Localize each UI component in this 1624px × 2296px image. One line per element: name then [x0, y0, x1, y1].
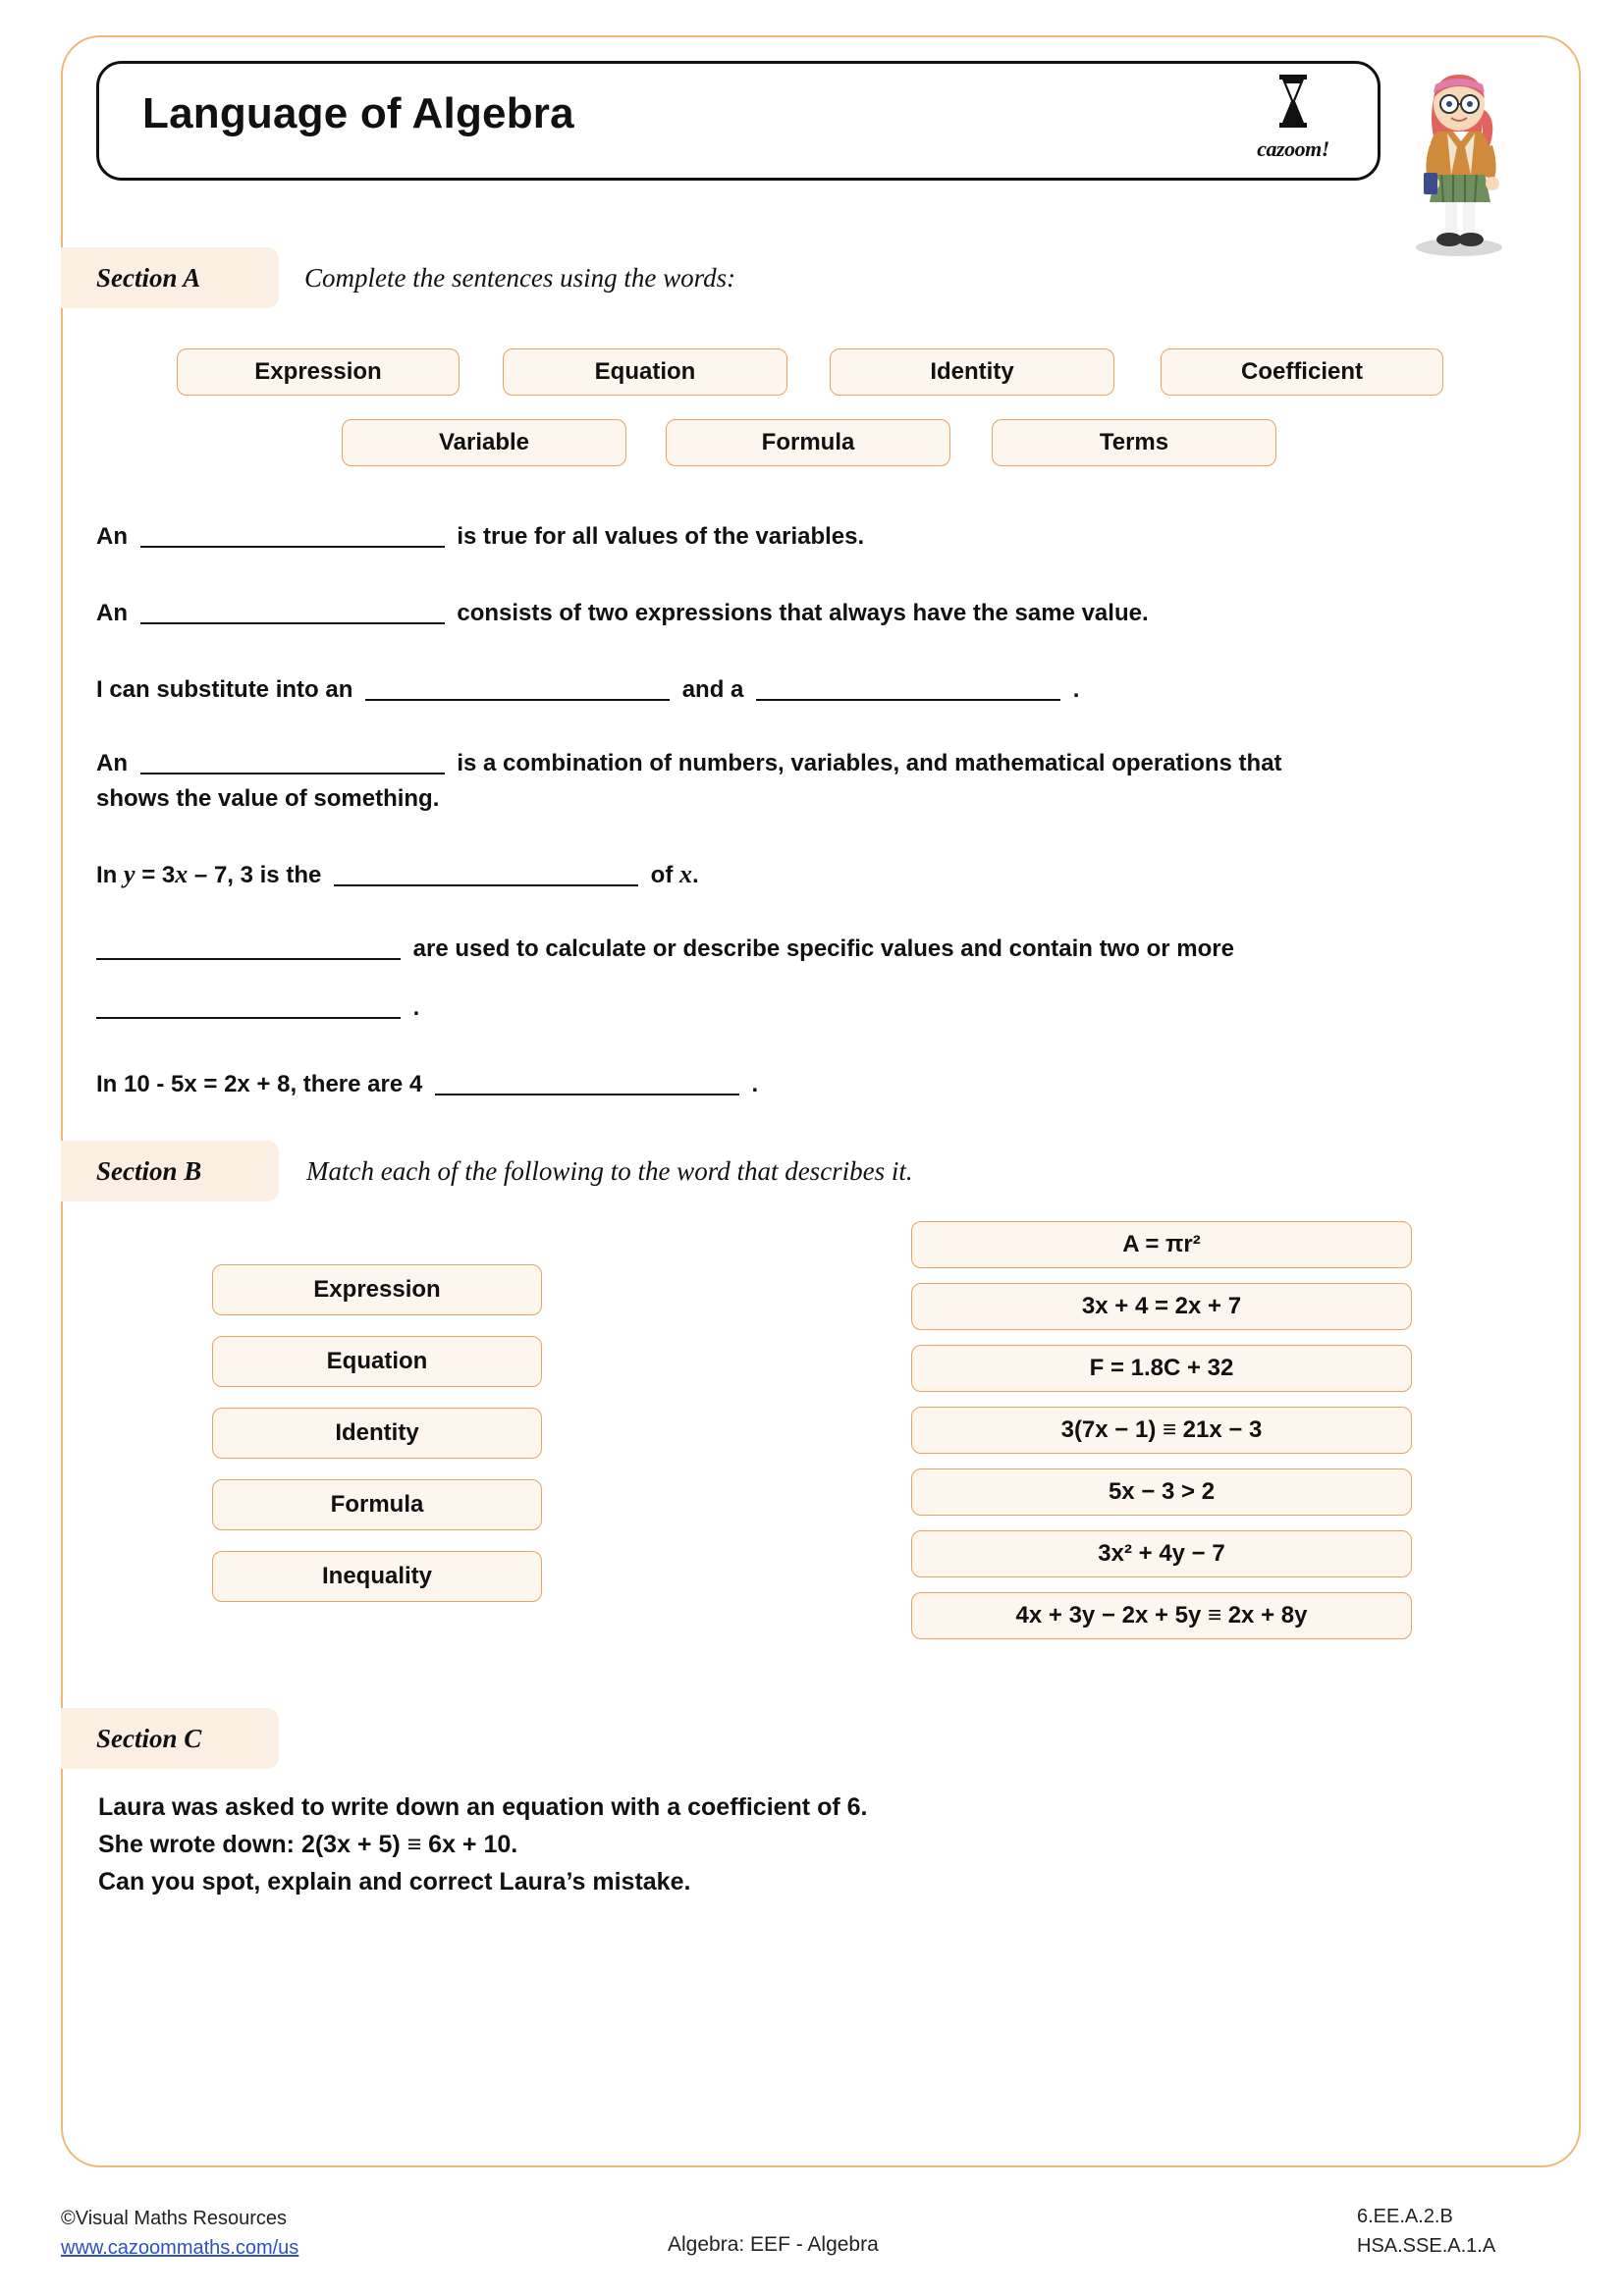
question-5-var-x: x: [175, 860, 189, 888]
section-c-label: Section C: [96, 1724, 202, 1753]
match-term-expression[interactable]: Expression: [212, 1264, 542, 1315]
question-3-post: .: [1072, 676, 1080, 703]
word-chip-expression[interactable]: Expression: [177, 348, 460, 396]
section-c-line-1: Laura was asked to write down an equation with a coefficient of 6.: [98, 1793, 868, 1821]
section-a-tab: [61, 247, 279, 308]
word-chip-equation[interactable]: Equation: [503, 348, 787, 396]
section-b-instruction: Match each of the following to the word that describes it.: [306, 1156, 913, 1186]
question-3: [96, 673, 1079, 704]
word-chip-terms[interactable]: Terms: [992, 419, 1276, 466]
question-7: [96, 1068, 758, 1098]
answer-blank-1[interactable]: [140, 520, 445, 548]
word-chip-variable[interactable]: Variable: [342, 419, 626, 466]
question-5-var-x2: x: [679, 860, 692, 888]
question-5: [96, 859, 699, 889]
hourglass-icon: [1229, 75, 1357, 136]
question-1-post: is true for all values of the variables.: [457, 523, 865, 550]
match-term-equation[interactable]: Equation: [212, 1336, 542, 1387]
match-term-formula[interactable]: Formula: [212, 1479, 542, 1530]
match-expression-1[interactable]: A = πr²: [911, 1221, 1412, 1268]
answer-blank-2[interactable]: [140, 597, 445, 624]
match-term-identity[interactable]: Identity: [212, 1408, 542, 1459]
title-box: [96, 61, 1380, 181]
question-3-pre: I can substitute into an: [96, 676, 353, 703]
question-2: [96, 597, 1149, 627]
answer-blank-7[interactable]: [435, 1068, 739, 1095]
section-b-label: Section B: [96, 1156, 202, 1186]
question-1: [96, 520, 864, 551]
section-a-instruction: Complete the sentences using the words:: [304, 263, 736, 293]
match-expression-7[interactable]: 4x + 3y − 2x + 5y ≡ 2x + 8y: [911, 1592, 1412, 1639]
match-expression-2[interactable]: 3x + 4 = 2x + 7: [911, 1283, 1412, 1330]
section-b-tab: [61, 1141, 279, 1201]
match-expression-6[interactable]: 3x² + 4y − 7: [911, 1530, 1412, 1577]
match-expression-3[interactable]: F = 1.8C + 32: [911, 1345, 1412, 1392]
question-5-pre-e: – 7, 3 is the: [193, 862, 322, 888]
question-3-mid: and a: [681, 676, 744, 703]
word-chip-coefficient[interactable]: Coefficient: [1161, 348, 1443, 396]
standard-2: HSA.SSE.A.1.A: [1357, 2235, 1496, 2257]
standard-1: 6.EE.A.2.B: [1357, 2206, 1453, 2227]
logo-wordmark: cazoom!: [1257, 136, 1329, 161]
question-4-post: is a combination of numbers, variables, and mathematical operations that: [457, 750, 1282, 776]
answer-blank-5[interactable]: [334, 859, 638, 886]
question-1-pre: An: [96, 523, 128, 550]
question-4-pre: An: [96, 750, 128, 776]
answer-blank-3a[interactable]: [365, 673, 670, 701]
answer-blank-4[interactable]: [140, 747, 445, 774]
question-5-pre-c: = 3: [141, 862, 176, 888]
question-6-line2: [90, 991, 419, 1022]
question-2-pre: An: [96, 600, 128, 626]
mascot-illustration: [1398, 55, 1516, 261]
question-5-pre-a: In: [96, 862, 118, 888]
question-6-line2-post: .: [412, 994, 420, 1021]
section-c-line-2: She wrote down: 2(3x + 5) ≡ 6x + 10.: [98, 1831, 518, 1858]
word-chip-formula[interactable]: Formula: [666, 419, 950, 466]
question-6-post: are used to calculate or describe specific values and contain two or more: [412, 935, 1234, 962]
section-c-line-3: Can you spot, explain and correct Laura’s mistake.: [98, 1868, 691, 1896]
section-c-tab: [61, 1708, 279, 1769]
word-chip-identity[interactable]: Identity: [830, 348, 1114, 396]
page-title: Language of Algebra: [142, 89, 574, 137]
answer-blank-3b[interactable]: [756, 673, 1060, 701]
answer-blank-6a[interactable]: [96, 933, 401, 960]
match-expression-4[interactable]: 3(7x − 1) ≡ 21x − 3: [911, 1407, 1412, 1454]
footer-copyright: ©Visual Maths Resources: [61, 2208, 288, 2229]
footer-url-link[interactable]: www.cazoommaths.com/us: [61, 2237, 299, 2259]
question-7-pre: In 10 - 5x = 2x + 8, there are 4: [96, 1071, 423, 1097]
question-4: [96, 746, 1540, 817]
question-4-line2: shows the value of something.: [96, 785, 440, 812]
footer-center-label: Algebra: EEF - Algebra: [668, 2233, 879, 2256]
section-a-label: Section A: [96, 263, 201, 293]
match-expression-5[interactable]: 5x − 3 > 2: [911, 1468, 1412, 1516]
footer-left: [61, 2204, 298, 2263]
question-5-post-a: of: [650, 862, 674, 888]
question-7-post: .: [751, 1071, 759, 1097]
cazoom-logo: [1229, 75, 1357, 169]
answer-blank-6b[interactable]: [96, 991, 401, 1019]
question-6-line1: [90, 933, 1234, 963]
footer-standards: [1357, 2202, 1495, 2261]
question-2-post: consists of two expressions that always have the same value.: [457, 600, 1149, 626]
question-5-post-c: .: [692, 862, 699, 888]
question-5-var-y: y: [124, 860, 135, 888]
match-term-inequality[interactable]: Inequality: [212, 1551, 542, 1602]
